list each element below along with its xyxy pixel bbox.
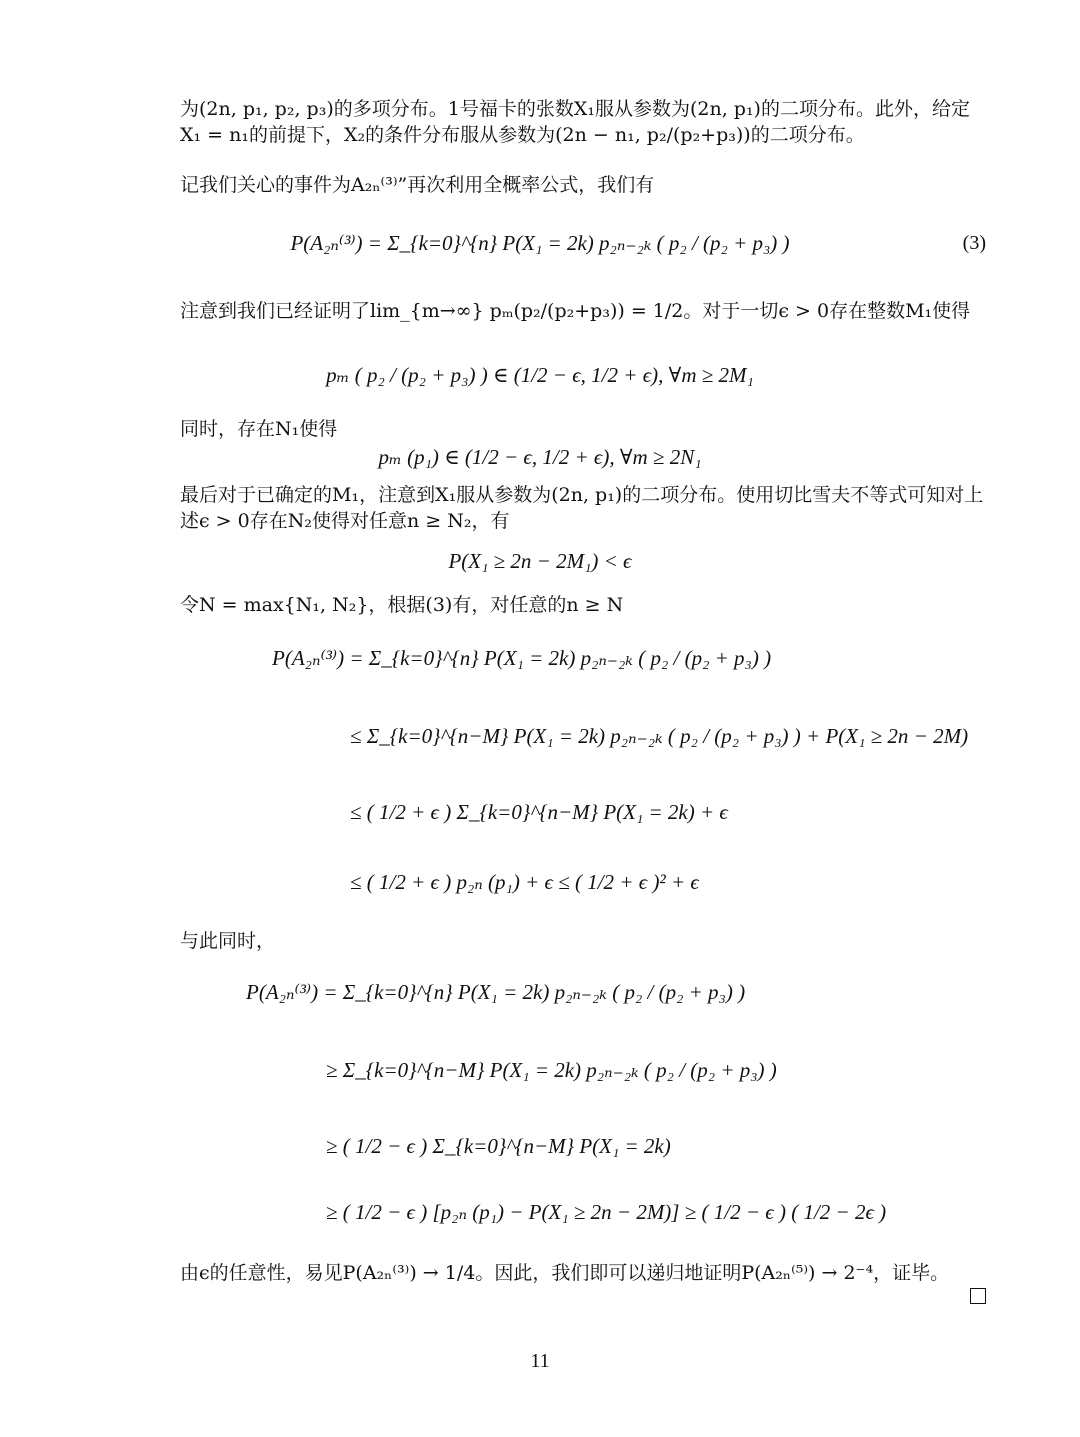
upper-chain-line-1: P(A₂ₙ⁽³⁾) = Σ_{k=0}^{n} P(X₁ = 2k) p₂ₙ₋₂ₖ ( p₂ / (p₂ + p₃) ) <box>272 646 772 670</box>
paragraph-event-definition: 记我们关心的事件为A₂ₙ⁽³⁾”再次利用全概率公式，我们有 <box>180 174 655 196</box>
upper-chain-line-3: ≤ ( 1/2 + ϵ ) Σ_{k=0}^{n−M} P(X₁ = 2k) + ϵ <box>350 800 728 824</box>
upper-chain-line-2: ≤ Σ_{k=0}^{n−M} P(X₁ = 2k) p₂ₙ₋₂ₖ ( p₂ / (p₂ + p₃) ) + P(X₁ ≥ 2n − 2M) <box>350 724 969 748</box>
equation-number-3: (3) <box>962 232 986 254</box>
paragraph-max-n: 令N = max{N₁, N₂}，根据(3)有，对任意的n ≥ N <box>180 594 624 616</box>
lower-chain-line-4: ≥ ( 1/2 − ϵ ) [p₂ₙ (p₁) − P(X₁ ≥ 2n − 2M)] ≥ ( 1/2 − ϵ ) ( 1/2 − 2ϵ ) <box>326 1200 887 1224</box>
paragraph-chebyshev: 最后对于已确定的M₁，注意到X₁服从参数为(2n, p₁)的二项分布。使用切比雪夫不等式可知对上述ϵ > 0存在N₂使得对任意n ≥ N₂，有 <box>180 484 984 532</box>
upper-chain-line-4: ≤ ( 1/2 + ϵ ) p₂ₙ (p₁) + ϵ ≤ ( 1/2 + ϵ )² + ϵ <box>350 870 699 894</box>
equation-m1-bound: pₘ ( p₂ / (p₂ + p₃) ) ∈ (1/2 − ϵ, 1/2 + ϵ), ∀m ≥ 2M₁ <box>326 363 754 387</box>
equation-n1-bound: pₘ (p₁) ∈ (1/2 − ϵ, 1/2 + ϵ), ∀m ≥ 2N₁ <box>378 445 702 469</box>
paragraph-n1-exists: 同时，存在N₁使得 <box>180 418 338 440</box>
paragraph-conclusion: 由ϵ的任意性，易见P(A₂ₙ⁽³⁾) → 1/4。因此，我们即可以递归地证明P(A₂ₙ⁽⁵⁾) → 2⁻⁴，证毕。 <box>180 1262 950 1284</box>
equation-chebyshev: P(X₁ ≥ 2n − 2M₁) < ϵ <box>448 549 632 573</box>
paragraph-limit-note: 注意到我们已经证明了lim_{m→∞} pₘ(p₂/(p₂+p₃)) = 1/2。对于一切ϵ > 0存在整数M₁使得 <box>180 300 971 322</box>
page-number: 11 <box>530 1350 550 1372</box>
lower-chain-line-1: P(A₂ₙ⁽³⁾) = Σ_{k=0}^{n} P(X₁ = 2k) p₂ₙ₋₂ₖ ( p₂ / (p₂ + p₃) ) <box>246 980 746 1004</box>
lower-chain-line-2: ≥ Σ_{k=0}^{n−M} P(X₁ = 2k) p₂ₙ₋₂ₖ ( p₂ / (p₂ + p₃) ) <box>326 1058 777 1082</box>
equation-3: P(A₂ₙ⁽³⁾) = Σ_{k=0}^{n} P(X₁ = 2k) p₂ₙ₋₂ₖ ( p₂ / (p₂ + p₃) ) <box>290 231 790 255</box>
paragraph-meanwhile: 与此同时， <box>180 930 276 952</box>
qed-square-icon <box>970 1288 986 1304</box>
lower-chain-line-3: ≥ ( 1/2 − ϵ ) Σ_{k=0}^{n−M} P(X₁ = 2k) <box>326 1134 671 1158</box>
paragraph-multinomial: 为(2n, p₁, p₂, p₃)的多项分布。1号福卡的张数X₁服从参数为(2n, p₁)的二项分布。此外，给定X₁ = n₁的前提下，X₂的条件分布服从参数为(2n − n₁, p₂/(p₂+p₃))的二项分布。 <box>180 98 970 146</box>
